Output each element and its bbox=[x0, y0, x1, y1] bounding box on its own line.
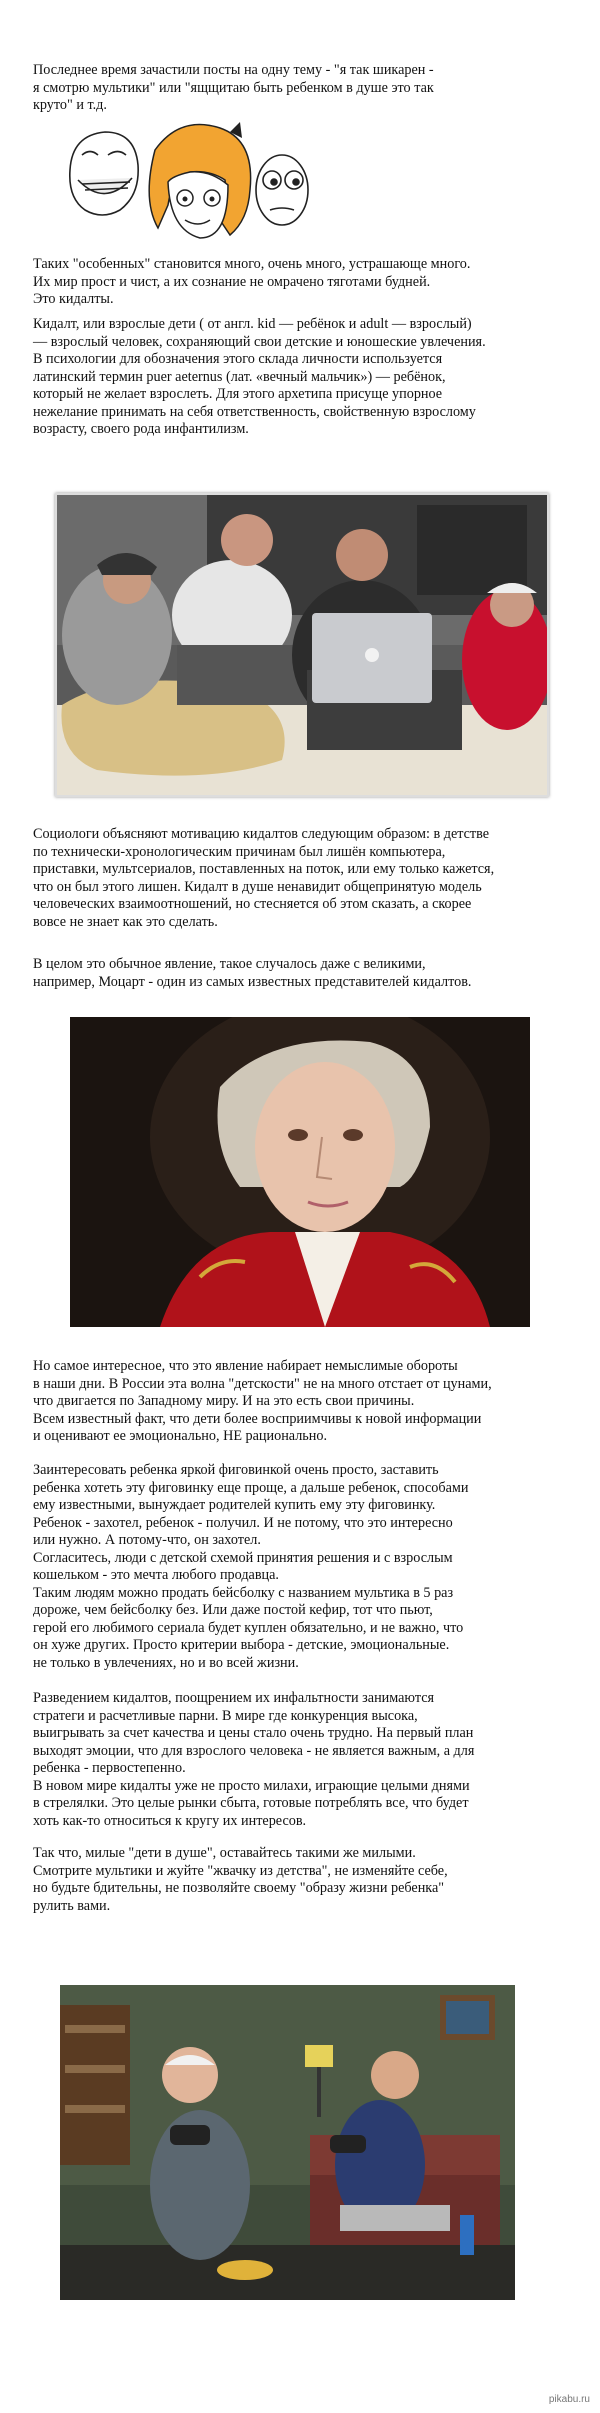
rage-faces-image bbox=[60, 110, 310, 250]
rage-faces-illustration bbox=[60, 110, 310, 250]
trollface-icon bbox=[70, 132, 138, 215]
conclusion-paragraph: Так что, милые "дети в душе", оставайтесь такими же милыми. Смотрите мультики и жуйте "жвачку из детства", не изменяйте себе, но будьте бдительны, не позволяйте своему "образу жизни ребенка" рулить вами. bbox=[33, 1845, 448, 1914]
old-men-gaming-illustration bbox=[60, 1985, 515, 2300]
marketing-paragraph: Заинтересовать ребенка яркой фиговинкой очень просто, заставить ребенка хотеть эту фиговинку еще проще, а дальше ребенок, способами ему известными, вынуждает родителей купить ему эту фиговинку. Ребенок - захотел, ребенок - получил. И не потому, что это интересно или нужно. А потому-что, он захотел. Согласитесь, люди с детской схемой принятия решения и с взрослым кошельком - это мечта любого продавца. Таким людям можно продать бейсболку с названием мультика в 5 раз дороже, чем бейсболку без. Или даже постой кефир, тот что пьют, герой его любимого сериала будет куплен обязательно, и не важно, что он хуже других. Просто критерии выбора - детские, эмоциональные. не только в увлечениях, но и во всей жизни. bbox=[33, 1462, 469, 1671]
intro-paragraph: Последнее время зачастили посты на одну тему - "я так шикарен - я смотрю мультики" или "ящщитаю быть ребенком в душе это так круто" и т.д. bbox=[33, 62, 434, 113]
kidults-laptop-photo bbox=[55, 493, 549, 797]
rage-girl-icon bbox=[149, 122, 250, 238]
kidult-definition-paragraph: Кидалт, или взрослые дети ( от англ. kid — ребёнок и adult — взрослый) — взрослый человек, сохраняющий свои детские и юношеские увлечения. В психологии для обозначения этого склада личности используется латинский термин puer aeternus (лат. «вечный мальчик») — ребёнок, который не желает взрослеть. Для этого архетипа присуще упорное нежелание принимать на себя ответственность, свойственную взрослому возрасту, своего рода инфантилизм. bbox=[33, 316, 486, 437]
trend-paragraph: Но самое интересное, что это явление набирает немыслимые обороты в наши дни. В России эта волна "детскости" не на много отстает от цунами, что двигается по Западному миру. И на это есть свои причины. Всем известный факт, что дети более восприимчивы к новой информации и оценивают ее эмоционально, НЕ рационально. bbox=[33, 1358, 492, 1444]
old-men-gaming-photo bbox=[60, 1985, 515, 2300]
site-watermark: pikabu.ru bbox=[548, 2394, 590, 2405]
kidults-intro-paragraph: Таких "особенных" становится много, очень много, устрашающе много. Их мир прост и чист, а их сознание не омрачено тяготами будней. Это кидалты. bbox=[33, 256, 471, 307]
sociologists-paragraph: Социологи объясняют мотивацию кидалтов следующим образом: в детстве по технически-хронологическим причинам был лишён компьютера, приставки, мультсериалов, поставленных на поток, или ему только кажется, что он был этого лишен. Кидалт в душе ненавидит общепринятую модель человеческих взаимоотношений, но стесняется об этом сказать, а скорее вовсе не знает как это сделать. bbox=[33, 826, 495, 930]
mozart-paragraph: В целом это обычное явление, такое случалось даже с великими, например, Моцарт - один из самых известных представителей кидалтов. bbox=[33, 956, 472, 990]
mozart-portrait-illustration bbox=[70, 1017, 530, 1327]
kidults-laptop-illustration bbox=[57, 495, 547, 795]
strategists-paragraph: Разведением кидалтов, поощрением их инфальтности занимаются стратеги и расчетливые парни. В мире где конкуренция высока, выигрывать за счет качества и цены стало очень трудно. На первый план выходят эмоции, что для взрослого человека - не является важным, а для ребенка - первостепенно. В новом мире кидалты уже не просто милахи, играющие целыми днями в стрелялки. Это целые рынки сбыта, готовые потреблять все, что будет хоть как-то относиться к кругу их интересов. bbox=[33, 1690, 475, 1829]
mozart-portrait bbox=[70, 1017, 530, 1327]
skeptical-face-icon bbox=[256, 155, 308, 225]
